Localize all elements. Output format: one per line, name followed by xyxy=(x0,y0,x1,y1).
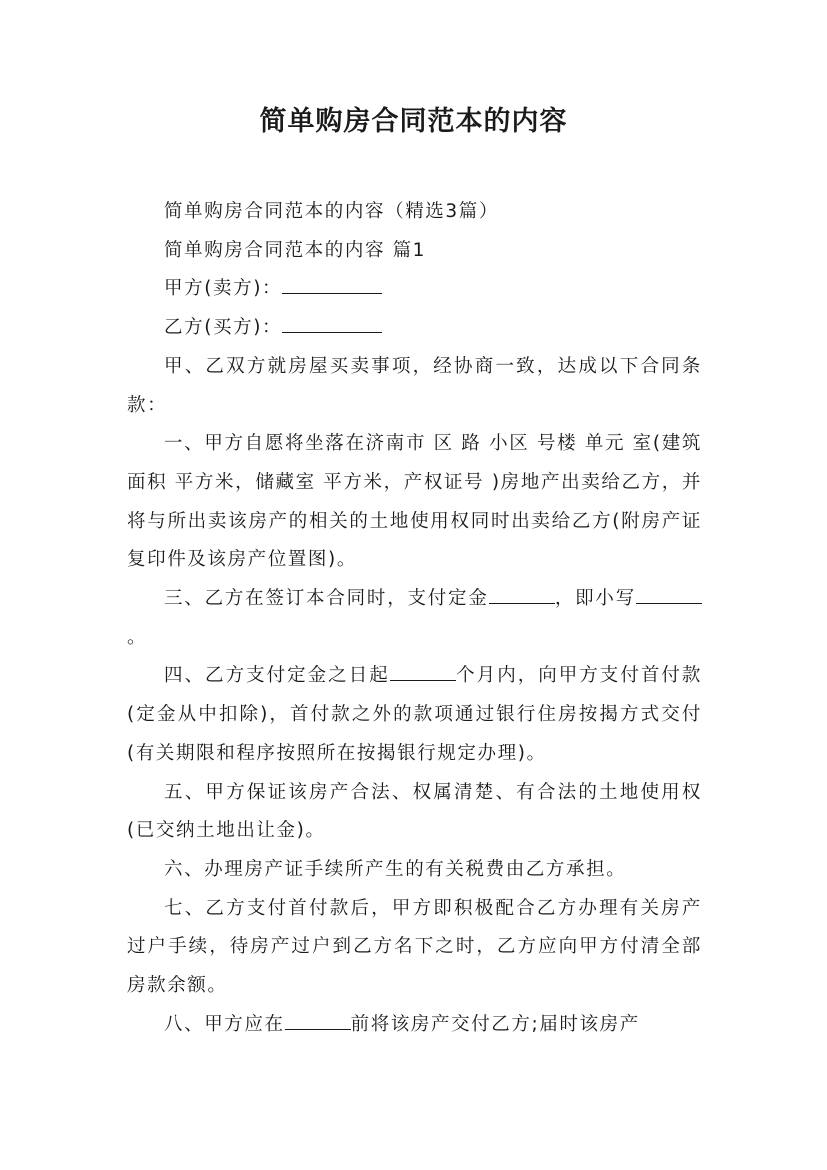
clause-6: 六、办理房产证手续所产生的有关税费由乙方承担。 xyxy=(164,858,627,880)
clause-3 xyxy=(127,580,702,657)
clause-3-text-a: 三、乙方在签订本合同时，支付定金 xyxy=(164,588,489,610)
party-b-line xyxy=(127,309,702,348)
clause-5: 五、甲方保证该房产合法、权属清楚、有合法的土地使用权(已交纳土地出让金)。 xyxy=(127,781,702,842)
clause-4-text-b: 个月内，向甲方支付首付款(定金从中扣除)，首付款之外的款项通过银行住房按揭方式交付(有关期限和程序按照所在按揭银行规定办理)。 xyxy=(127,665,702,764)
clause-3-text-c: 。 xyxy=(127,626,148,648)
document-body xyxy=(127,193,702,1044)
document-title: 简单购房合同范本的内容 xyxy=(259,106,568,137)
months-blank xyxy=(390,658,456,681)
delivery-date-blank xyxy=(285,1007,351,1030)
clause-1: 一、甲方自愿将坐落在济南市 区 路 小区 号楼 单元 室(建筑面积 平方米，储藏室 平方米，产权证号 )房地产出卖给乙方，并将与所出卖该房产的相关的土地使用权同时出卖给乙方(附房产证复印件及该房产位置图)。 xyxy=(127,433,702,571)
deposit-amount-blank xyxy=(489,581,555,604)
party-a-line xyxy=(127,270,702,309)
party-a-blank xyxy=(282,271,382,294)
clause-8-text-a: 八、甲方应在 xyxy=(164,1013,285,1035)
clause-3-text-b: ，即小写 xyxy=(554,588,636,610)
clause-8 xyxy=(127,1006,702,1045)
party-b-label: 乙方(买方)： xyxy=(164,317,283,339)
clause-4-text-a: 四、乙方支付定金之日起 xyxy=(164,665,390,687)
clause-7: 七、乙方支付首付款后，甲方即积极配合乙方办理有关房产过户手续，待房产过户到乙方名下之时，乙方应向甲方付清全部房款余额。 xyxy=(127,897,702,997)
deposit-lowercase-blank xyxy=(636,581,702,604)
part-heading: 简单购房合同范本的内容 篇1 xyxy=(164,239,427,261)
party-b-blank xyxy=(282,310,382,333)
clause-4 xyxy=(127,657,702,773)
party-a-label: 甲方(卖方)： xyxy=(164,278,283,300)
preamble-paragraph: 甲、乙双方就房屋买卖事项，经协商一致，达成以下合同条款： xyxy=(127,355,702,416)
clause-8-text-b: 前将该房产交付乙方;届时该房产 xyxy=(350,1013,640,1035)
intro-line: 简单购房合同范本的内容（精选3篇） xyxy=(164,201,499,222)
